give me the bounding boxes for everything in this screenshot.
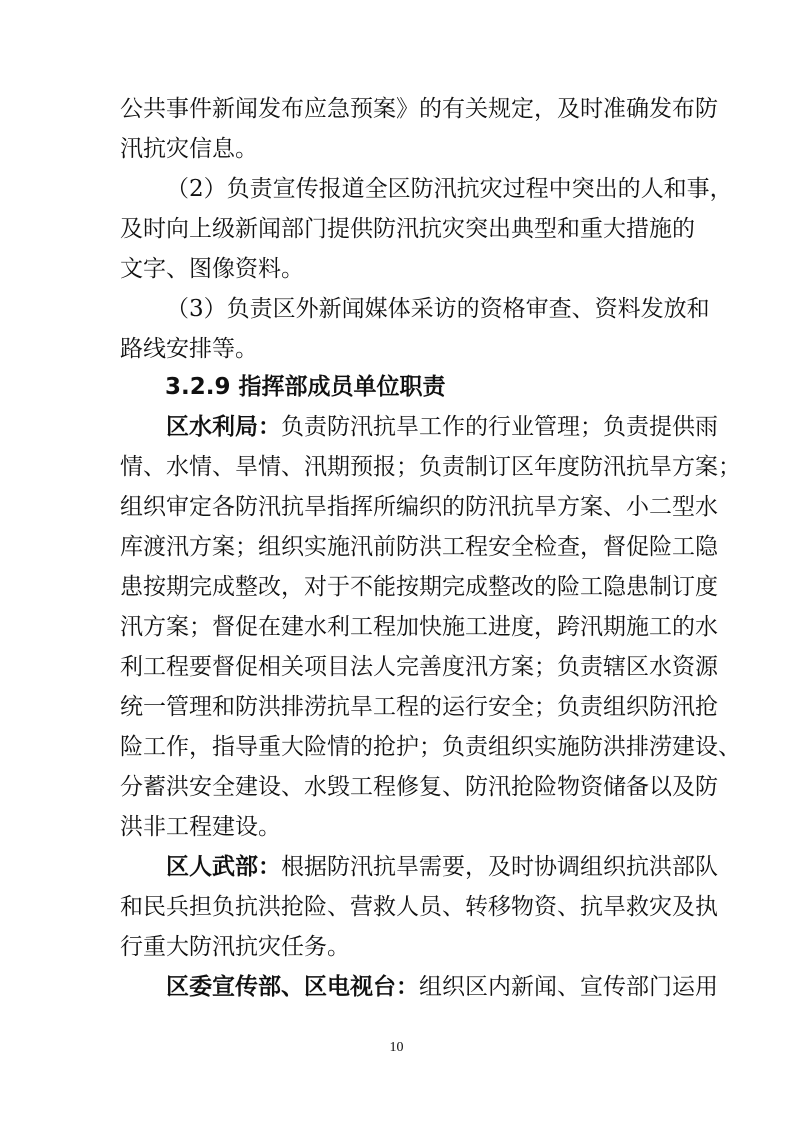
body-line: 公共事件新闻发布应急预案》的有关规定，及时准确发布防 (120, 96, 718, 122)
body-line: 统一管理和防洪排涝抗旱工程的运行安全；负责组织防汛抢 (120, 694, 718, 720)
paragraph-first-line (166, 412, 718, 442)
body-line: 和民兵担负抗洪抢险、营救人员、转移物资、抗旱救灾及执 (120, 894, 718, 920)
paragraph-first-line (166, 852, 718, 882)
body-line: 及时向上级新闻部门提供防汛抗灾突出典型和重大措施的 (120, 216, 695, 242)
line-text: 根据防汛抗旱需要，及时协调组织抗洪部队 (281, 854, 718, 880)
body-line: 汛方案；督促在建水利工程加快施工进度，跨汛期施工的水 (120, 614, 718, 640)
body-line: （3）负责区外新闻媒体采访的资格审查、资料发放和 (166, 296, 710, 322)
line-text: 组织区内新闻、宣传部门运用 (419, 974, 718, 1000)
section-heading: 3.2.9 指挥部成员单位职责 (165, 374, 446, 400)
body-line: 路线安排等。 (120, 336, 258, 362)
body-line: 汛抗灾信息。 (120, 136, 258, 162)
body-line: 利工程要督促相关项目法人完善度汛方案；负责辖区水资源 (120, 654, 718, 680)
body-line: 库渡汛方案；组织实施汛前防洪工程安全检查，督促险工隐 (120, 534, 718, 560)
body-line: 文字、图像资料。 (120, 256, 304, 282)
unit-name: 区人武部： (166, 854, 281, 880)
body-line: 险工作，指导重大险情的抢护；负责组织实施防洪排涝建设、 (120, 734, 741, 760)
line-text: 负责防汛抗旱工作的行业管理；负责提供雨 (281, 414, 718, 440)
body-line: 行重大防汛抗灾任务。 (120, 934, 350, 960)
body-line: 组织审定各防汛抗旱指挥所编织的防汛抗旱方案、小二型水 (120, 494, 718, 520)
body-line: 患按期完成整改，对于不能按期完成整改的险工隐患制订度 (120, 574, 718, 600)
body-line: 情、水情、旱情、汛期预报；负责制订区年度防汛抗旱方案； (120, 454, 741, 480)
unit-name: 区委宣传部、区电视台： (166, 974, 419, 1000)
paragraph-first-line (166, 972, 718, 1002)
body-line: 分蓄洪安全建设、水毁工程修复、防汛抢险物资储备以及防 (120, 774, 718, 800)
body-line: 洪非工程建设。 (120, 814, 281, 840)
body-line: （2）负责宣传报道全区防汛抗灾过程中突出的人和事， (166, 176, 733, 202)
page-number: 10 (389, 1040, 404, 1055)
unit-name: 区水利局： (166, 414, 281, 440)
